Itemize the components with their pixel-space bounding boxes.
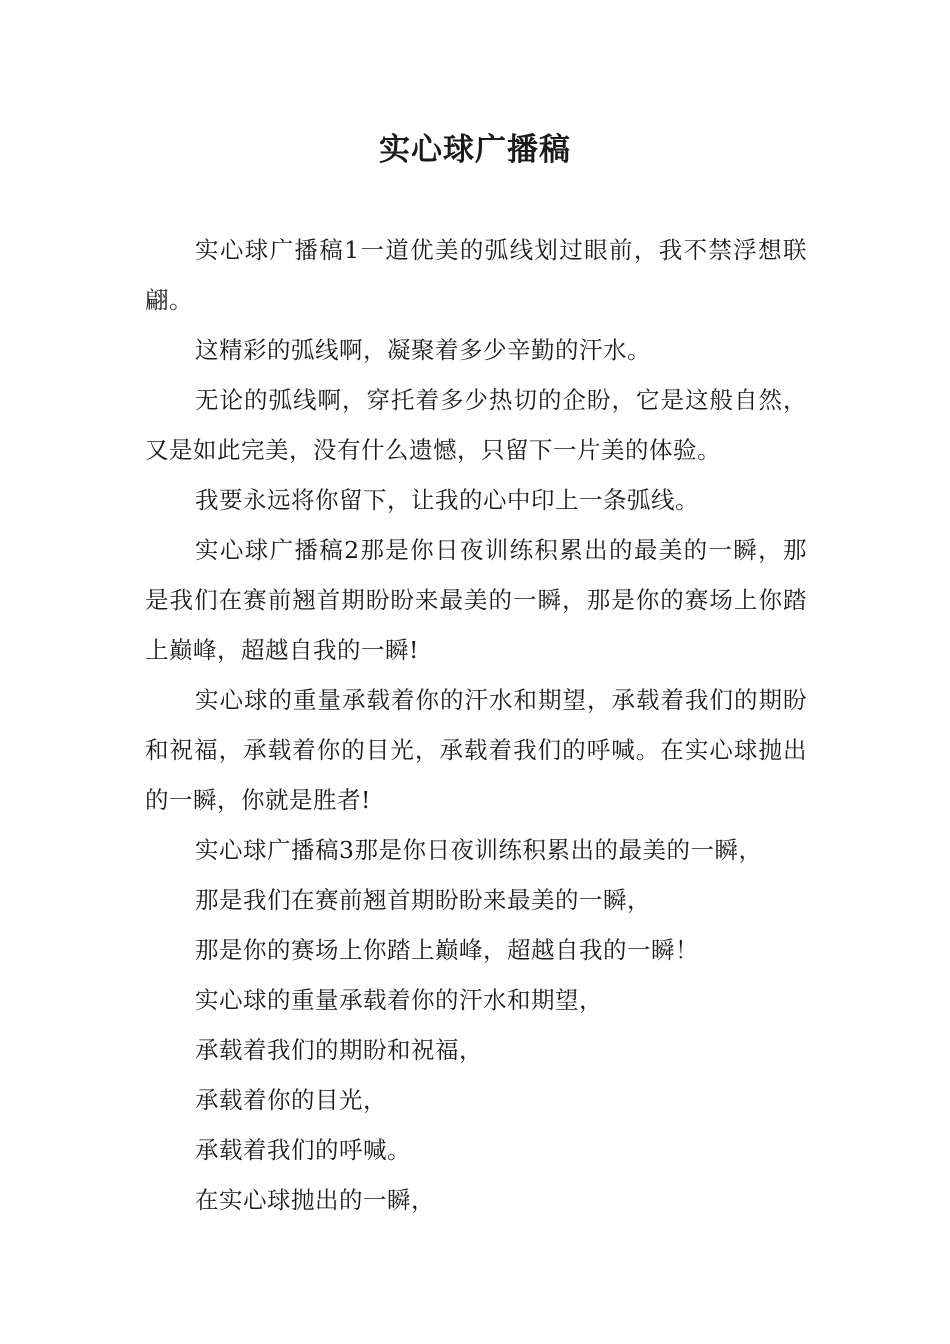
paragraph: 我要永远将你留下，让我的心中印上一条弧线。 [195,486,699,514]
paragraph: 实心球的重量承载着你的汗水和期望，承载着我们的期盼和祝福，承载着你的目光，承载着我们的呼喊。在实心球抛出的一瞬，你就是胜者! [145,686,807,814]
paragraph: 那是我们在赛前翘首期盼盼来最美的一瞬， [195,886,651,914]
paragraph: 在实心球抛出的一瞬， [195,1186,435,1214]
paragraph: 实心球广播稿2那是你日夜训练积累出的最美的一瞬，那是我们在赛前翘首期盼盼来最美的一瞬，那是你的赛场上你踏上巅峰，超越自我的一瞬! [145,536,807,664]
paragraph: 承载着你的目光， [195,1086,387,1114]
paragraph: 实心球的重量承载着你的汗水和期望， [195,986,603,1014]
paragraph: 承载着我们的期盼和祝福， [195,1036,483,1064]
paragraph: 实心球广播稿3那是你日夜训练积累出的最美的一瞬， [195,836,763,864]
paragraph: 实心球广播稿1一道优美的弧线划过眼前，我不禁浮想联翩。 [145,236,807,314]
document-body [145,225,807,1225]
document-title: 实心球广播稿 [379,132,571,168]
paragraph: 这精彩的弧线啊，凝聚着多少辛勤的汗水。 [195,336,651,364]
paragraph: 那是你的赛场上你踏上巅峰，超越自我的一瞬！ [195,936,699,964]
paragraph: 无论的弧线啊，穿托着多少热切的企盼，它是这般自然，又是如此完美，没有什么遗憾，只留下一片美的体验。 [145,386,807,464]
paragraph: 承载着我们的呼喊。 [195,1136,411,1164]
